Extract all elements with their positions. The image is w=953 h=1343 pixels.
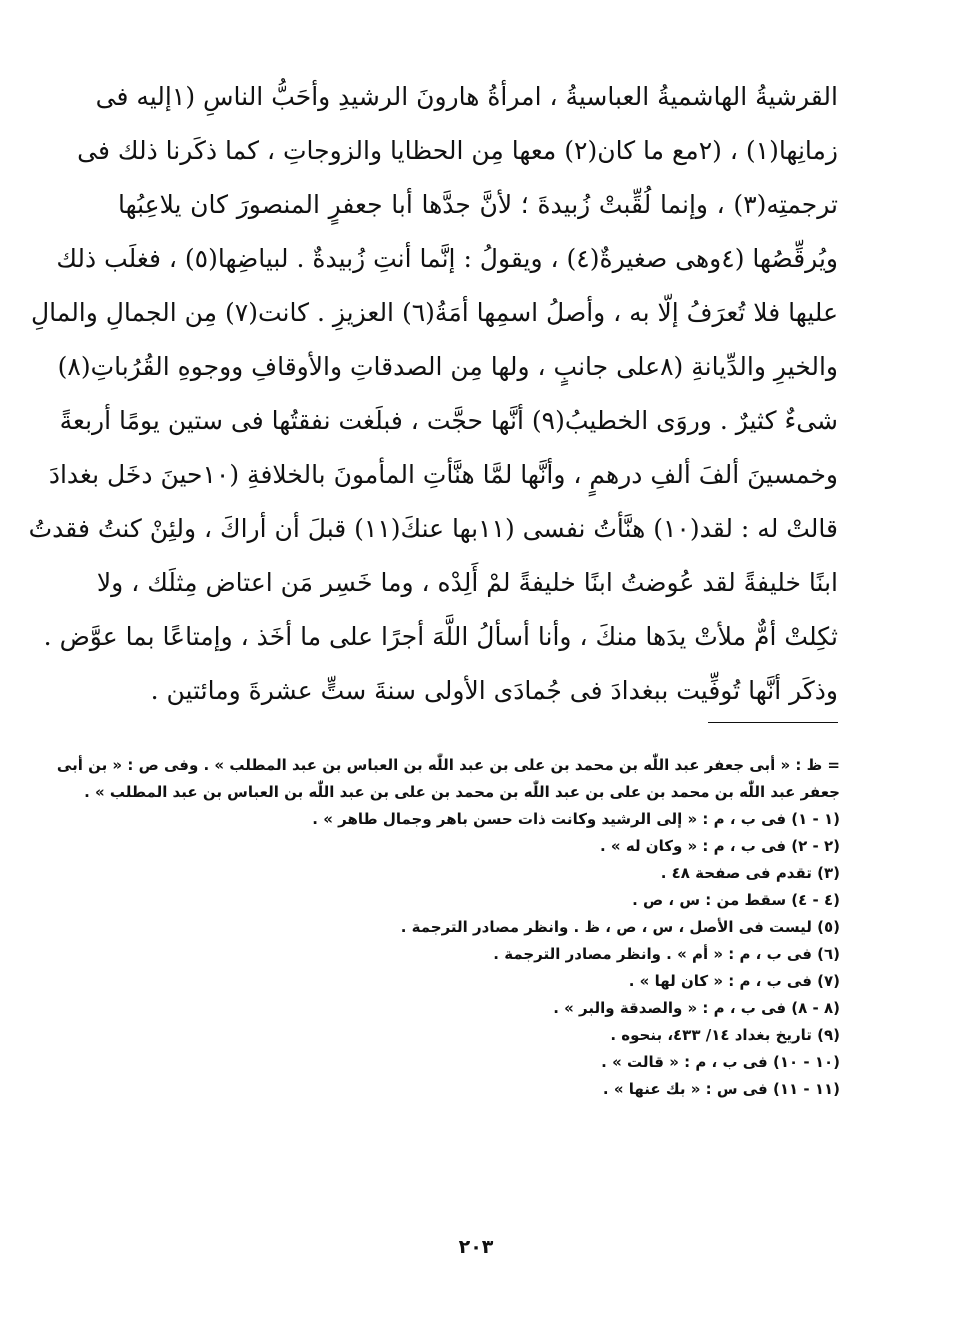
main-text-line-1: القرشيةُ الهاشميةُ العباسيةُ ، امرأةُ هارونَ الرشيدِ وأحَبُّ الناسِ (١إليه فى — [95, 82, 838, 111]
footnote-7: (٧) فى ب ، م : « كان لها » . — [628, 972, 840, 990]
footnote-4: (٤ - ٤) سقط من : س ، ص . — [632, 891, 840, 909]
main-text-line-10: ابنًا خليفةً لقد عُوضتُ ابنًا خليفةً لمْ أَلِدْه ، وما خَسِر مَن اعتاض مِثلَك ، ولا — [96, 568, 838, 597]
footnote-6: (٦) فى ب ، م : « أم » . وانظر مصادر الترجمة . — [493, 945, 840, 963]
footnote-2: (٢ - ٢) فى ب ، م : « وكان له » . — [600, 837, 840, 855]
main-text-line-7: شىءٌ كثيرٌ . وروَى الخطيبُ(٩) أنَّها حجَّت ، فبلَغت نفقتُها فى ستين يومًا أربعةً — [59, 406, 838, 435]
footnote-continuation-line-1: = ظ : « أبى جعفر عبد اللّٰه بن محمد بن على بن عبد اللّٰه بن العباس بن عبد المطلب » . وفى ص : « بن أبى — [56, 756, 840, 774]
footnote-10: (١٠ - ١٠) فى ب ، م : « قالت » . — [601, 1053, 840, 1071]
main-text-line-9: قالتْ له : لقد(١٠) هنَّأتُ نفسى (١١بها عنكَ(١١) قبلَ أن أراكَ ، ولئِنْ كنتُ فقدتُ — [28, 514, 838, 543]
footnote-3: (٣) تقدم فى صفحة ٤٨ . — [660, 864, 840, 882]
footnote-1: (١ - ١) فى ب ، م : « إلى الرشيد وكانت ذات حسن باهر وجمال طاهر » . — [312, 810, 840, 828]
main-text-line-11: ثكِلتْ أمٌّ ملأتْ يدَها منكَ ، وأنا أسألُ اللَّهَ أجرًا على ما أخَذ ، وإمتاعًا بما عوَّض . — [43, 622, 838, 651]
footnote-5: (٥) ليست فى الأصل ، س ، ص ، ظ . وانظر مصادر الترجمة . — [400, 918, 840, 936]
footnote-9: (٩) تاريخ بغداد ١٤/ ٤٣٣، بنحوه . — [610, 1026, 840, 1044]
main-text-block — [28, 70, 838, 718]
main-text-line-2: زمانِها(١) ، (٢مع ما كان(٢) معها مِن الحظايا والزوجاتِ ، كما ذكَرنا ذلك فى — [77, 136, 838, 165]
main-text-line-8: وخمسينَ ألفَ ألفِ درهمٍ ، وأنَّها لمَّا هنَّأتِ المأمونَ بالخلافةِ (١٠حينَ دخَل بغدادَ — [48, 460, 838, 489]
footnote-continuation-line-2: جعفر عبد اللّٰه بن محمد بن على بن عبد اللّٰه بن محمد بن على بن عبد اللّٰه بن العباس بن عبد المطلب » . — [84, 783, 840, 801]
main-text-line-4: ويُرقِّصُها (٤وهى صغيرةٌ(٤) ، ويقولُ : إنَّما أنتِ زُبيدةٌ . لبياضِها(٥) ، فغلَب ذلك — [56, 244, 838, 273]
footnotes-block — [56, 752, 840, 1103]
main-text-line-12: وذكَر أنَّها تُوفِّيت ببغدادَ فى جُمادَى الأولى سنةَ ستٍّ عشرةَ ومائتين . — [150, 676, 838, 705]
footnote-8: (٨ - ٨) فى ب ، م : « والصدقة والبر » . — [553, 999, 840, 1017]
footnote-separator — [708, 722, 838, 723]
page-number: ٢٠٣ — [458, 1236, 494, 1258]
main-text-line-6: والخيرِ والدِّيانةِ (٨على جانبٍ ، ولها مِن الصدقاتِ والأوقافِ ووجوهِ القُرُباتِ(٨) — [57, 352, 838, 381]
footnote-11: (١١ - ١١) فى س : « بك عنها » . — [602, 1080, 840, 1098]
main-text-line-5: عليها فلا تُعرَفُ إلّا به ، وأصلُ اسمِها أمَةُ(٦) العزيزِ . كانت(٧) مِن الجمالِ والمالِ — [30, 298, 838, 327]
main-text-line-3: ترجمتِه(٣) ، وإنما لُقِّبتْ زُبيدةَ ؛ لأنَّ جدَّها أبا جعفرٍ المنصورَ كان يلاعِبُها — [118, 190, 838, 219]
